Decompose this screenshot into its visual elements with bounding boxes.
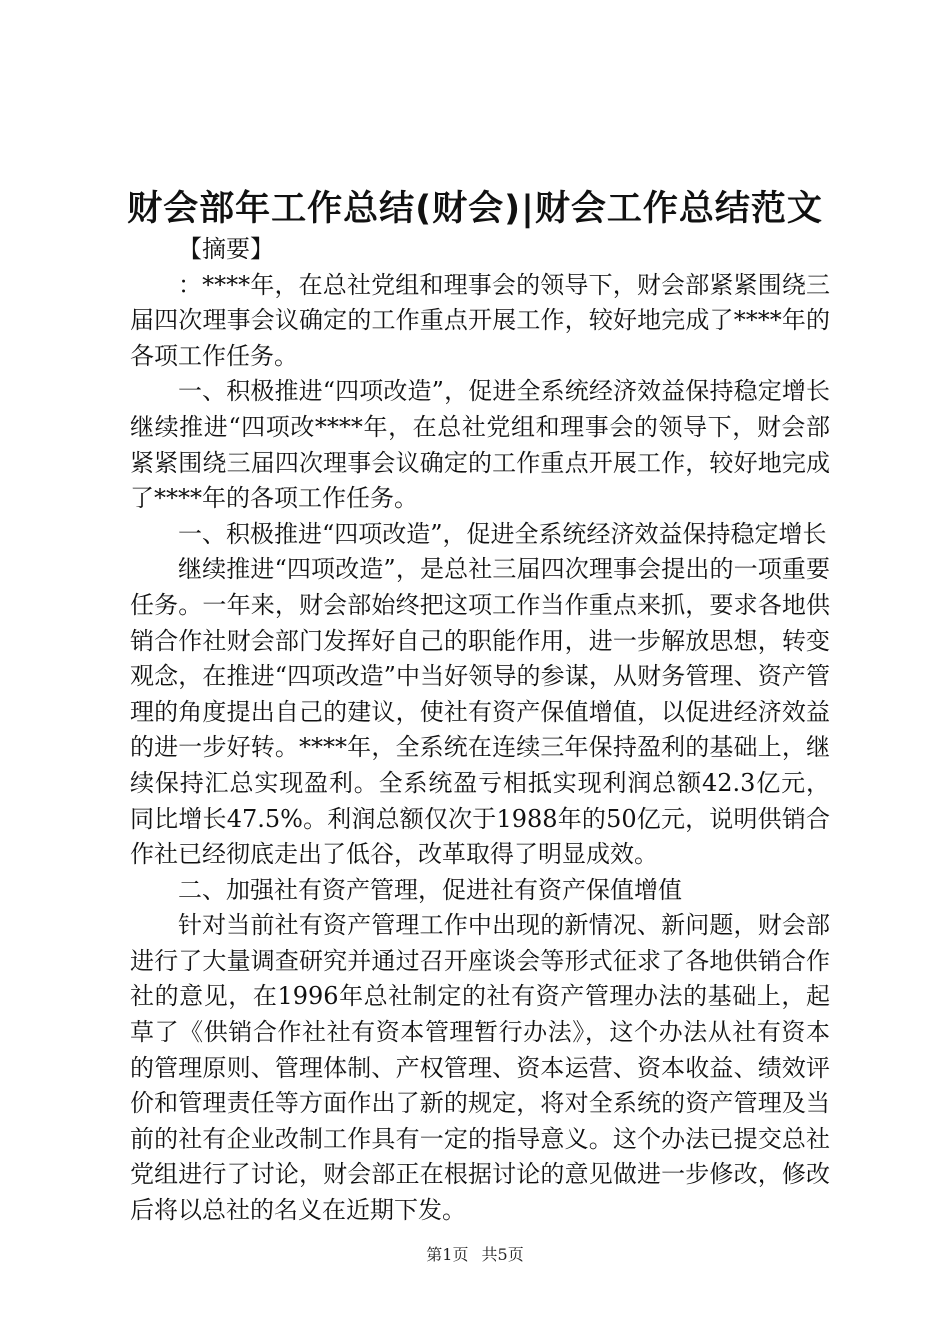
section-one-heading: 一、积极推进“四项改造”，促进全系统经济效益保持稳定增长 [178, 519, 827, 548]
page-footer [0, 1244, 950, 1266]
abstract-heading: 【摘要】 [178, 235, 274, 263]
document-body [130, 232, 830, 1229]
document-title: 财会部年工作总结(财会)|财会工作总结范文 [127, 189, 823, 229]
page-number: 第1页 [426, 1245, 469, 1264]
section-one-summary-paragraph: 一、积极推进“四项改造”，促进全系统经济效益保持稳定增长继续推进“四项改****年，在总社党组和理事会的领导下，财会部紧紧围绕三届四次理事会议确定的工作重点开展工作，较好地完成了****年的各项工作任务。 [130, 377, 830, 513]
abstract-paragraph: ：****年，在总社党组和理事会的领导下，财会部紧紧围绕三届四次理事会议确定的工作重点开展工作，较好地完成了****年的各项工作任务。 [130, 270, 830, 370]
section-two-heading: 二、加强社有资产管理，促进社有资产保值增值 [178, 875, 682, 904]
section-one-body-paragraph: 继续推进“四项改造”，是总社三届四次理事会提出的一项重要任务。一年来，财会部始终把这项工作当作重点来抓，要求各地供销合作社财会部门发挥好自己的职能作用，进一步解放思想，转变观念，在推进“四项改造”中当好领导的参谋，从财务管理、资产管理的角度提出自己的建议，使社有资产保值增值，以促进经济效益的进一步好转。****年，全系统在连续三年保持盈利的基础上，继续保持汇总实现盈利。全系统盈亏相抵实现利润总额42.3亿元，同比增长47.5%。利润总额仅次于1988年的50亿元，说明供销合作社已经彻底走出了低谷，改革取得了明显成效。 [130, 555, 830, 869]
page-total: 共5页 [481, 1245, 524, 1264]
section-two-body-paragraph: 针对当前社有资产管理工作中出现的新情况、新问题，财会部进行了大量调查研究并通过召开座谈会等形式征求了各地供销合作社的意见，在1996年总社制定的社有资产管理办法的基础上，起草了《供销合作社社有资本管理暂行办法》，这个办法从社有资本的管理原则、管理体制、产权管理、资本运营、资本收益、绩效评价和管理责任等方面作出了新的规定，将对全系统的资产管理及当前的社有企业改制工作具有一定的指导意义。这个办法已提交总社党组进行了讨论，财会部正在根据讨论的意见做进一步修改，修改后将以总社的名义在近期下发。 [130, 911, 830, 1225]
